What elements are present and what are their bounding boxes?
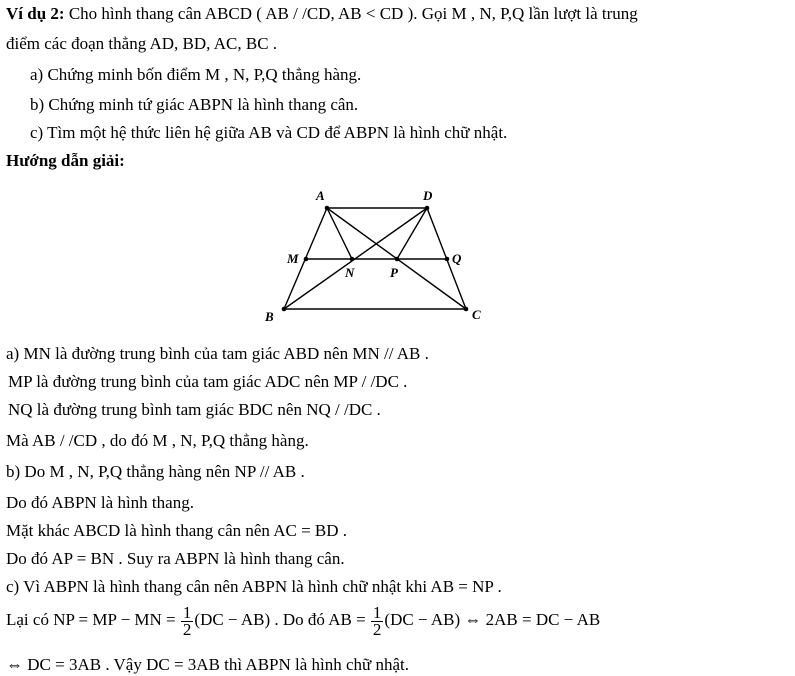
equation-part-2: (DC − AB) . Do đó AB = [194, 610, 366, 629]
solution-line-2: MP là đường trung bình của tam giác ADC nên MP / /DC . [8, 372, 408, 391]
problem-line-1 [6, 4, 638, 24]
question-c: c) Tìm một hệ thức liên hệ giữa AB và CD để ABPN là hình chữ nhật. [30, 123, 508, 142]
guide-heading: Hướng dẫn giải: [6, 151, 125, 170]
point-M [304, 257, 309, 262]
label-A: A [316, 188, 325, 203]
point-P [395, 257, 400, 262]
solution-line-11: ⇔ DC = 3AB . Vậy DC = 3AB thì ABPN là hình chữ nhật. [6, 655, 410, 674]
equation-part-3: (DC − AB) ⇔ 2AB = DC − AB [384, 610, 601, 629]
solution-line-10 [6, 603, 600, 638]
solution-line-7: Mặt khác ABCD là hình thang cân nên AC = BD . [6, 521, 348, 540]
label-C: C [472, 307, 481, 322]
point-N [350, 257, 355, 262]
label-Q: Q [452, 251, 462, 266]
trapezoid-figure [250, 180, 500, 330]
point-Q [445, 257, 450, 262]
solution-line-8: Do đó AP = BN . Suy ra ABPN là hình thang cân. [6, 549, 345, 568]
segment-AN [327, 208, 352, 259]
fraction-denominator: 2 [182, 619, 192, 639]
point-D [425, 206, 430, 211]
fraction-denominator: 2 [372, 619, 382, 639]
solution-line-3: NQ là đường trung bình tam giác BDC nên NQ / /DC . [8, 400, 381, 419]
question-b: b) Chứng minh tứ giác ABPN là hình thang cân. [30, 95, 359, 114]
fraction-numerator: 1 [182, 602, 192, 622]
point-A [325, 206, 330, 211]
point-B [282, 307, 287, 312]
fraction-half-1 [181, 602, 194, 639]
solution-line-5: b) Do M , N, P,Q thẳng hàng nên NP // AB . [6, 462, 305, 481]
solution-line-9: c) Vì ABPN là hình thang cân nên ABPN là hình chữ nhật khi AB = NP . [6, 577, 502, 596]
problem-line-2: điểm các đoạn thẳng AD, BD, AC, BC . [6, 34, 278, 53]
solution-line-4: Mà AB / /CD , do đó M , N, P,Q thẳng hàng. [6, 431, 309, 450]
fraction-numerator: 1 [372, 602, 382, 622]
fraction-half-2 [371, 602, 384, 639]
equation-part-1: Lại có NP = MP − MN = [6, 610, 176, 629]
label-P: P [390, 265, 398, 280]
segment-DP [397, 208, 427, 259]
question-a: a) Chứng minh bốn điểm M , N, P,Q thẳng hàng. [30, 65, 362, 84]
solution-line-6: Do đó ABPN là hình thang. [6, 493, 194, 512]
label-N: N [345, 265, 355, 280]
example-label: Ví dụ 2: [6, 4, 65, 23]
label-M: M [287, 251, 299, 266]
label-B: B [265, 309, 274, 324]
problem-statement: Cho hình thang cân ABCD ( AB / /CD, AB < CD ). Gọi M , N, P,Q lần lượt là trung [64, 4, 638, 23]
label-D: D [423, 188, 433, 203]
point-C [464, 307, 469, 312]
solution-line-1: a) MN là đường trung bình của tam giác ABD nên MN // AB . [6, 344, 429, 363]
